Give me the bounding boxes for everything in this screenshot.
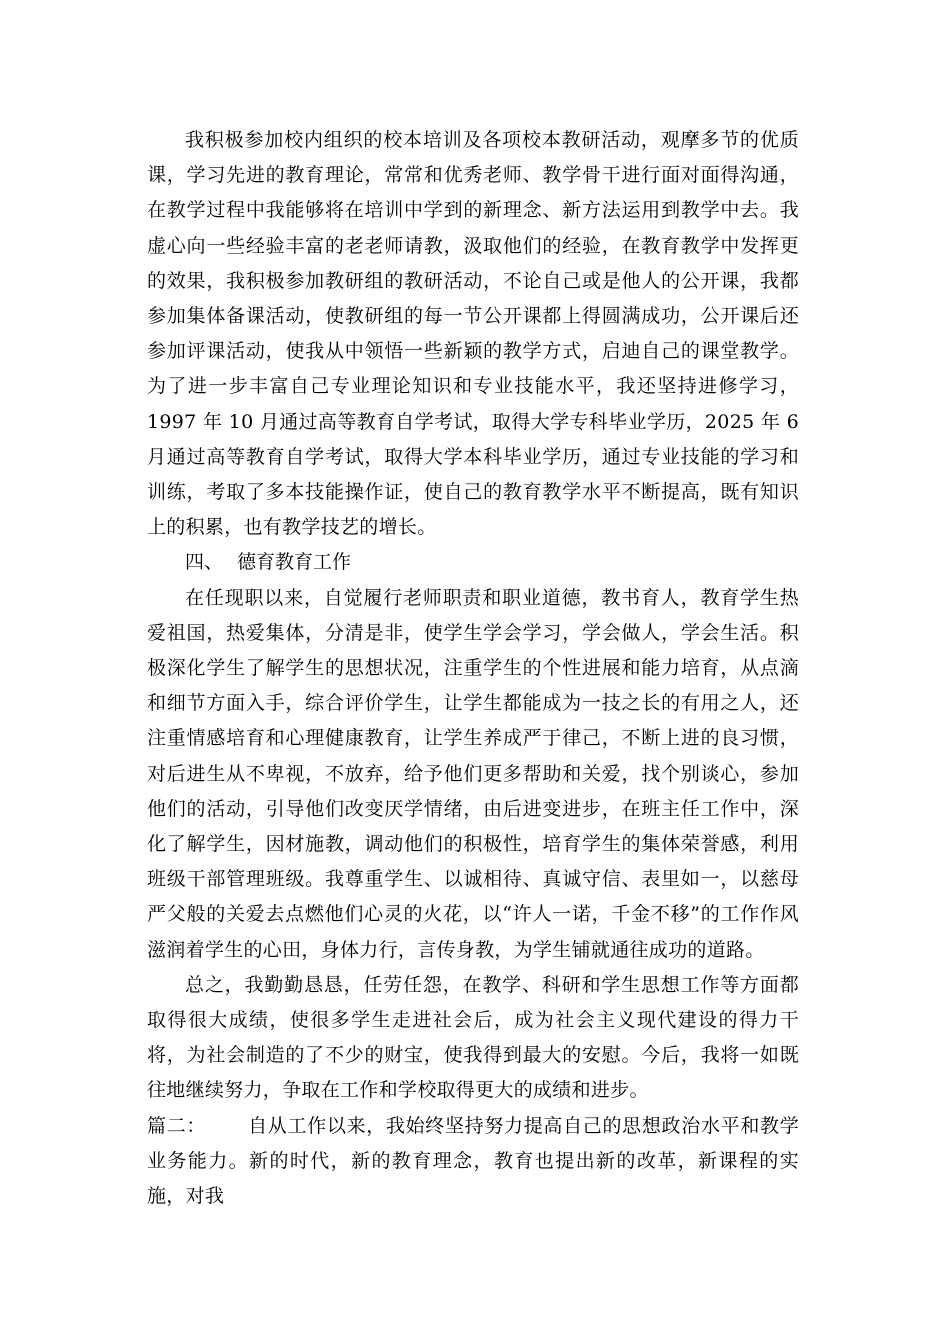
paragraph-part-two bbox=[147, 1109, 799, 1215]
paragraph-summary: 总之，我勤勤恳恳，任劳任怨，在教学、科研和学生思想工作等方面都取得很大成绩，使很多学生走进社会后，成为社会主义现代建设的得力干将，为社会制造的了不少的财宝，使我得到最大的安慰。今后，我将一如既往地继续努力，争取在工作和学校取得更大的成绩和进步。 bbox=[147, 973, 799, 1102]
paragraph-moral-education: 在任现职以来，自觉履行老师职责和职业道德，教书育人，教育学生热爱祖国，热爱集体，分清是非，使学生学会学习，学会做人，学会生活。积极深化学生了解学生的思想状况，注重学生的个性进展和能力培育，从点滴和细节方面入手，综合评价学生，让学生都能成为一技之长的有用之人，还注重情感培育和心理健康教育，让学生养成严于律己，不断上进的良习惯，对后进生从不卑视，不放弃，给予他们更多帮助和关爱，找个别谈心，参加他们的活动，引导他们改变厌学情绪，由后进变进步，在班主任工作中，深化了解学生，因材施教，调动他们的积极性，培育学生的集体荣誉感，利用班级干部管理班级。我尊重学生、以诚相待、真诚守信、表里如一，以慈母严父般的关爱去点燃他们心灵的火花，以“许人一诺，千金不移”的工作作风滋润着学生的心田，身体力行，言传身教，为学生铺就通往成功的道路。 bbox=[147, 586, 799, 961]
paragraph-training: 我积极参加校内组织的校本培训及各项校本教研活动，观摩多节的优质课，学习先进的教育理论，常常和优秀老师、教学骨干进行面对面得沟通，在教学过程中我能够将在培训中学到的新理念、新方法运用到教学中去。我虚心向一些经验丰富的老老师请教，汲取他们的经验，在教育教学中发挥更的效果，我积极参加教研组的教研活动，不论自己或是他人的公开课，我都参加集体备课活动，使教研组的每一节公开课都上得圆满成功，公开课后还参加评课活动，使我从中领悟一些新颖的教学方式，启迪自己的课堂教学。为了进一步丰富自己专业理论知识和专业技能水平，我还坚持进修学习，1997 年 10 月通过高等教育自学考试，取得大学专科毕业学历，2025 年 6 月通过高等教育自学考试，取得大学本科毕业学历，通过专业技能的学习和训练，考取了多本技能操作证，使自己的教育教学水平不断提高，既有知识上的积累，也有教学技艺的增长。 bbox=[147, 129, 799, 539]
section-heading-moral-education bbox=[147, 545, 799, 580]
part-two-label: 篇二： bbox=[147, 1114, 207, 1137]
document-body bbox=[147, 123, 799, 1214]
section-heading-number: 四、 bbox=[185, 551, 224, 574]
section-heading-text: 德育教育工作 bbox=[237, 551, 352, 574]
part-two-text: 自从工作以来，我始终坚持努力提高自己的思想政治水平和教学业务能力。新的时代，新的教育理念，教育也提出新的改革，新课程的实施，对我 bbox=[147, 1114, 799, 1208]
